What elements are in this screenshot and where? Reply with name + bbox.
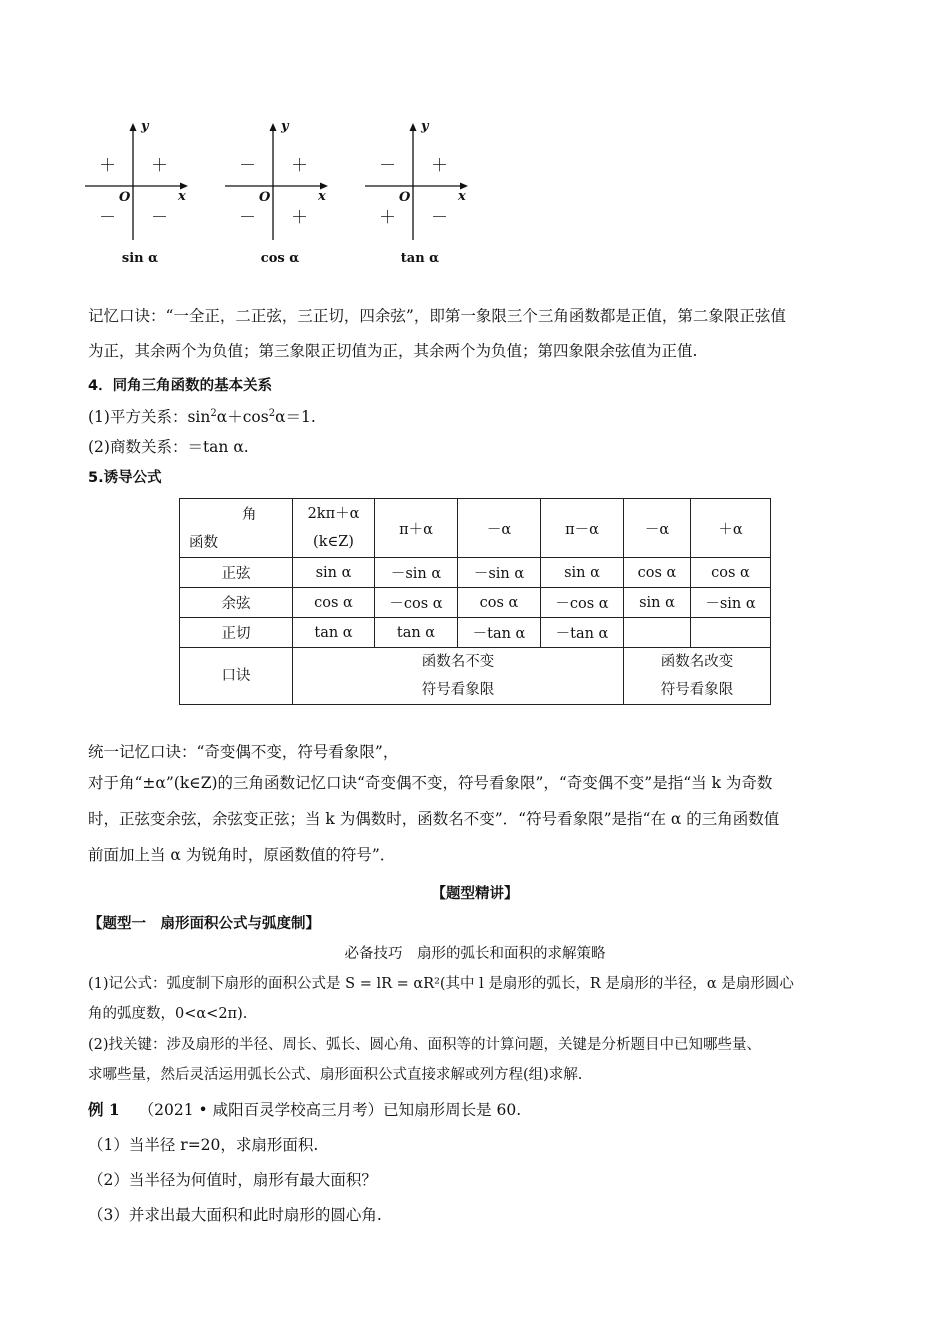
row-label: 正切 [180, 618, 293, 648]
y-axis-label: y [421, 119, 429, 134]
rule-text: 函数名改变 [660, 654, 734, 670]
quotient-relation: (2)商数关系：＝tan α. [88, 438, 249, 456]
unified-line-4: 前面加上当 α 为锐角时，原函数值的符号”． [88, 846, 396, 864]
quadrant-3-sign: ＋ [379, 208, 396, 228]
row-label: 正弦 [180, 558, 293, 588]
quadrant-2-sign: ＋ [99, 156, 116, 176]
table-header-cell: π＋α [375, 499, 458, 558]
mnemonic-line-1: 记忆口诀：“一全正，二正弦，三正切，四余弦”，即第一象限三个三角函数都是正值，第二象限正弦值 [88, 307, 786, 325]
table-cell: －tan α [541, 618, 624, 648]
exponent: 2 [210, 408, 217, 419]
table-cell: sin α [293, 558, 375, 588]
quadrant-3-sign: － [239, 208, 256, 228]
rule-text: 函数名不变 [421, 654, 495, 670]
quadrant-4-sign: ＋ [291, 208, 308, 228]
example-question-2: （2）当半径为何值时，扇形有最大面积？ [88, 1171, 377, 1189]
square-relation [88, 407, 316, 427]
header-subtext: (k∈Z) [313, 534, 354, 550]
row-label: 口诀 [180, 648, 293, 705]
type-1-title: 【题型一 扇形面积公式与弧度制】 [88, 916, 320, 932]
equation-end: α＝1. [275, 408, 316, 426]
header-text: 2kπ＋α [307, 506, 360, 522]
cos-sign-diagram [225, 115, 335, 265]
table-row [180, 588, 771, 618]
row-label: 余弦 [180, 588, 293, 618]
table-cell: sin α [541, 558, 624, 588]
table-header-cell: ＋α [691, 499, 771, 558]
exponent: 2 [268, 408, 276, 419]
x-axis-label: x [318, 189, 326, 204]
table-row [180, 618, 771, 648]
induction-formula-table [179, 498, 771, 705]
table-cell: －sin α [691, 588, 771, 618]
table-cell: cos α [624, 558, 691, 588]
unified-line-2: 对于角“±α”(k∈Z)的三角函数记忆口诀“奇变偶不变，符号看象限”，“奇变偶不变”是指“当 k 为奇数 [88, 774, 773, 792]
example-label: 例 1 [88, 1100, 120, 1119]
rule-text: 符号看象限 [421, 682, 495, 698]
table-cell: －cos α [541, 588, 624, 618]
quadrant-2-sign: － [239, 156, 256, 176]
skill-2-line-2: 求哪些量，然后灵活运用弧长公式、扇形面积公式直接求解或列方程(组)求解. [88, 1067, 583, 1083]
function-name: cos α [260, 251, 300, 266]
sin-sign-diagram [85, 115, 195, 265]
x-axis-label: x [178, 189, 186, 204]
table-cell: tan α [375, 618, 458, 648]
mnemonic-line-2: 为正，其余两个为负值；第三象限正切值为正，其余两个为负值；第四象限余弦值为正值. [88, 342, 698, 360]
rule-text: 符号看象限 [660, 682, 734, 698]
quadrant-2-sign: － [379, 156, 396, 176]
y-axis-label: y [141, 119, 149, 134]
quadrant-1-sign: ＋ [291, 156, 308, 176]
function-name: sin α [121, 251, 159, 266]
table-cell: －cos α [375, 588, 458, 618]
table-cell: tan α [293, 618, 375, 648]
table-cell: －sin α [375, 558, 458, 588]
skill-1-line-1: (1)记公式：弧度制下扇形的面积公式是 S = lR = αR²(其中 l 是扇形的弧长，R 是扇形的半径，α 是扇形圆心 [88, 976, 794, 992]
origin-label: O [399, 190, 411, 205]
table-row [180, 648, 771, 705]
table-cell: －tan α [458, 618, 541, 648]
quadrant-1-sign: ＋ [431, 156, 448, 176]
table-row [180, 558, 771, 588]
quadrant-4-sign: － [151, 208, 168, 228]
right-rule-cell [624, 648, 771, 705]
table-cell: sin α [624, 588, 691, 618]
function-name: tan α [400, 251, 440, 266]
table-header-cell: π－α [541, 499, 624, 558]
unified-line-1: 统一记忆口诀：“奇变偶不变，符号看象限”， [88, 743, 399, 761]
x-axis-label: x [458, 189, 466, 204]
example-1-stem [88, 1100, 521, 1120]
example-question-3: （3）并求出最大面积和此时扇形的圆心角. [88, 1206, 382, 1224]
skill-1-line-2: 角的弧度数，0<α<2π). [88, 1006, 248, 1022]
quadrant-1-sign: ＋ [151, 156, 168, 176]
tan-sign-diagram [365, 115, 475, 265]
skill-heading: 必备技巧 扇形的弧长和面积的求解策略 [344, 946, 606, 962]
table-cell: cos α [458, 588, 541, 618]
example-question-1: （1）当半径 r=20，求扇形面积. [88, 1136, 319, 1154]
table-cell: cos α [691, 558, 771, 588]
y-axis-label: y [281, 119, 289, 134]
skill-2-line-1: (2)找关键：涉及扇形的半径、周长、弧长、圆心角、面积等的计算问题，关键是分析题目中已知哪些量、 [88, 1037, 762, 1053]
table-header-cell: －α [624, 499, 691, 558]
section-4-title: 4．同角三角函数的基本关系 [88, 378, 273, 394]
left-rule-cell [293, 648, 624, 705]
section-5-title: 5.诱导公式 [88, 470, 162, 486]
table-cell [624, 618, 691, 648]
corner-angle-label: 角 [242, 507, 257, 523]
table-corner-cell [180, 499, 293, 558]
square-relation-label: (1)平方关系： [88, 408, 188, 426]
origin-label: O [119, 190, 131, 205]
table-cell [691, 618, 771, 648]
table-header-cell: －α [458, 499, 541, 558]
origin-label: O [259, 190, 271, 205]
corner-function-label: 函数 [189, 535, 218, 551]
lecture-heading: 【题型精讲】 [431, 886, 519, 902]
sin-text: sin [187, 408, 211, 426]
unified-line-3: 时，正弦变余弦，余弦变正弦；当 k 为偶数时，函数名不变”．“符号看象限”是指“在 α 的三角函数值 [88, 810, 780, 828]
quadrant-4-sign: － [431, 208, 448, 228]
table-cell: cos α [293, 588, 375, 618]
example-text: （2021 • 咸阳百灵学校高三月考）已知扇形周长是 60. [138, 1101, 522, 1119]
table-cell: －sin α [458, 558, 541, 588]
table-header-cell [293, 499, 375, 558]
quadrant-3-sign: － [99, 208, 116, 228]
cos-text: α＋cos [216, 408, 269, 426]
